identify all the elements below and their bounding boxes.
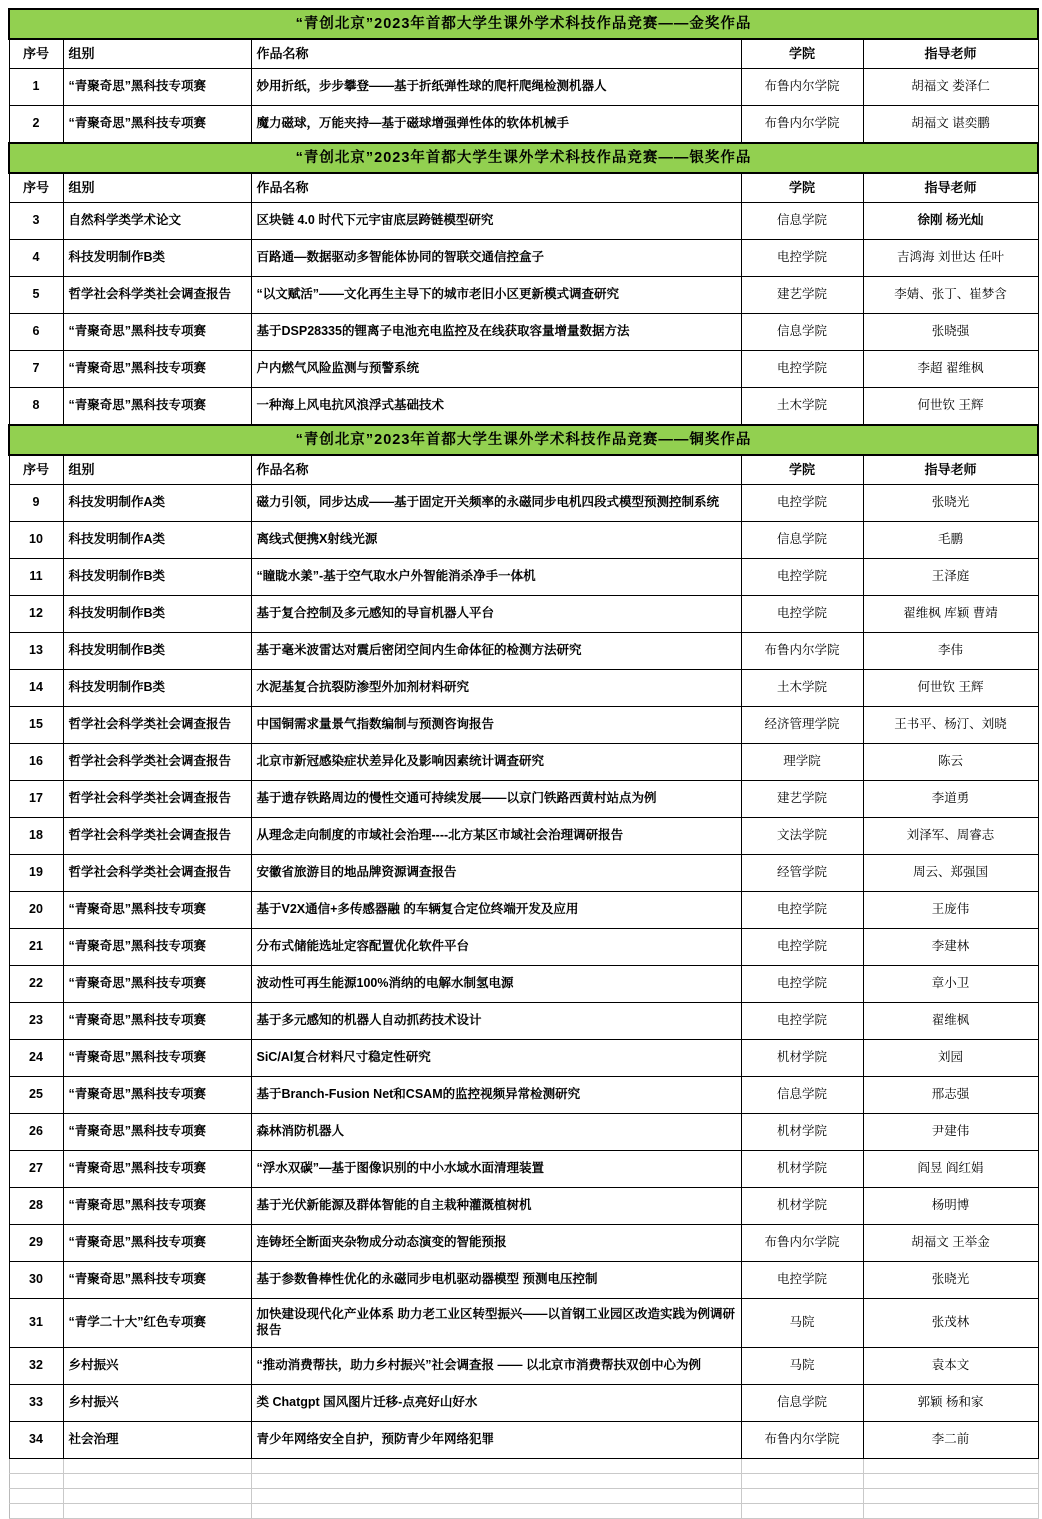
cell-no[interactable]: 28 [9, 1188, 63, 1225]
cell-group[interactable]: 哲学社会科学类社会调查报告 [63, 855, 251, 892]
empty-row [9, 1474, 1038, 1489]
cell-college[interactable]: 信息学院 [741, 1077, 863, 1114]
cell-work[interactable]: 一种海上风电抗风浪浮式基础技术 [251, 388, 741, 426]
cell-college[interactable]: 机材学院 [741, 1040, 863, 1077]
cell-teachers[interactable]: 徐刚 杨光灿 [863, 203, 1038, 240]
table-row [9, 240, 1038, 277]
empty-cell[interactable] [63, 1474, 251, 1489]
cell-work[interactable]: 基于DSP28335的锂离子电池充电监控及在线获取容量增量数据方法 [251, 314, 741, 351]
cell-group[interactable]: “青学二十大”红色专项赛 [63, 1299, 251, 1348]
cell-no[interactable]: 27 [9, 1151, 63, 1188]
cell-work[interactable]: 水泥基复合抗裂防渗型外加剂材料研究 [251, 670, 741, 707]
table-row [9, 314, 1038, 351]
column-header-college[interactable]: 学院 [741, 173, 863, 203]
column-header-teachers[interactable]: 指导老师 [863, 173, 1038, 203]
cell-work[interactable]: 基于Branch-Fusion Net和CSAM的监控视频异常检测研究 [251, 1077, 741, 1114]
header-row-silver [9, 173, 1038, 203]
cell-no[interactable]: 30 [9, 1262, 63, 1299]
cell-no[interactable]: 15 [9, 707, 63, 744]
cell-college[interactable]: 布鲁内尔学院 [741, 69, 863, 106]
table-row [9, 277, 1038, 314]
cell-work[interactable]: 波动性可再生能源100%消纳的电解水制氢电源 [251, 966, 741, 1003]
cell-group[interactable]: “青聚奇思”黑科技专项赛 [63, 106, 251, 144]
empty-row [9, 1459, 1038, 1474]
cell-group[interactable]: “青聚奇思”黑科技专项赛 [63, 351, 251, 388]
cell-teachers[interactable]: 张茂林 [863, 1299, 1038, 1348]
cell-no[interactable]: 24 [9, 1040, 63, 1077]
cell-work[interactable]: 从理念走向制度的市域社会治理----北方某区市域社会治理调研报告 [251, 818, 741, 855]
cell-no[interactable]: 12 [9, 596, 63, 633]
cell-work[interactable]: 妙用折纸，步步攀登——基于折纸弹性球的爬杆爬绳检测机器人 [251, 69, 741, 106]
cell-college[interactable]: 电控学院 [741, 892, 863, 929]
cell-group[interactable]: 科技发明制作B类 [63, 596, 251, 633]
cell-no[interactable]: 25 [9, 1077, 63, 1114]
cell-work[interactable]: “瞳眬水羕”-基于空气取水户外智能消杀净手一体机 [251, 559, 741, 596]
column-header-teachers[interactable]: 指导老师 [863, 455, 1038, 485]
column-header-group[interactable]: 组别 [63, 39, 251, 69]
table-row [9, 522, 1038, 559]
cell-college[interactable]: 电控学院 [741, 240, 863, 277]
cell-no[interactable]: 1 [9, 69, 63, 106]
table-row [9, 818, 1038, 855]
cell-teachers[interactable]: 翟维枫 [863, 1003, 1038, 1040]
table-row [9, 388, 1038, 426]
empty-cell[interactable] [251, 1474, 741, 1489]
empty-cell[interactable] [9, 1504, 63, 1519]
cell-group[interactable]: 科技发明制作A类 [63, 522, 251, 559]
table-row [9, 1299, 1038, 1348]
empty-cell[interactable] [863, 1504, 1038, 1519]
column-header-college[interactable]: 学院 [741, 39, 863, 69]
cell-work[interactable]: 基于参数鲁棒性优化的永磁同步电机驱动器模型 预测电压控制 [251, 1262, 741, 1299]
section-title-gold[interactable]: “青创北京”2023年首都大学生课外学术科技作品竞赛——金奖作品 [9, 9, 1038, 39]
cell-college[interactable]: 电控学院 [741, 351, 863, 388]
cell-college[interactable]: 马院 [741, 1348, 863, 1385]
cell-work[interactable]: 森林消防机器人 [251, 1114, 741, 1151]
cell-no[interactable]: 6 [9, 314, 63, 351]
cell-college[interactable]: 机材学院 [741, 1188, 863, 1225]
cell-group[interactable]: 哲学社会科学类社会调查报告 [63, 707, 251, 744]
cell-work[interactable]: 基于遗存铁路周边的慢性交通可持续发展——以京门铁路西黄村站点为例 [251, 781, 741, 818]
table-row [9, 106, 1038, 144]
cell-teachers[interactable]: 张晓强 [863, 314, 1038, 351]
cell-no[interactable]: 16 [9, 744, 63, 781]
cell-college[interactable]: 信息学院 [741, 1385, 863, 1422]
cell-teachers[interactable]: 何世钦 王辉 [863, 670, 1038, 707]
cell-work[interactable]: “推动消费帮扶，助力乡村振兴”社会调查报 —— 以北京市消费帮扶双创中心为例 [251, 1348, 741, 1385]
cell-college[interactable]: 电控学院 [741, 1262, 863, 1299]
cell-no[interactable]: 7 [9, 351, 63, 388]
cell-group[interactable]: “青聚奇思”黑科技专项赛 [63, 1077, 251, 1114]
cell-no[interactable]: 4 [9, 240, 63, 277]
cell-no[interactable]: 14 [9, 670, 63, 707]
cell-work[interactable]: SiC/Al复合材料尺寸稳定性研究 [251, 1040, 741, 1077]
header-row-bronze [9, 455, 1038, 485]
table-row [9, 1262, 1038, 1299]
cell-group[interactable]: “青聚奇思”黑科技专项赛 [63, 966, 251, 1003]
cell-teachers[interactable]: 阎昱 阎红娟 [863, 1151, 1038, 1188]
cell-no[interactable]: 20 [9, 892, 63, 929]
cell-group[interactable]: “青聚奇思”黑科技专项赛 [63, 1262, 251, 1299]
cell-college[interactable]: 理学院 [741, 744, 863, 781]
cell-college[interactable]: 信息学院 [741, 203, 863, 240]
cell-group[interactable]: 科技发明制作B类 [63, 240, 251, 277]
table-row [9, 1348, 1038, 1385]
cell-work[interactable]: “以文赋活”——文化再生主导下的城市老旧小区更新模式调查研究 [251, 277, 741, 314]
cell-teachers[interactable]: 李超 翟维枫 [863, 351, 1038, 388]
cell-group[interactable]: “青聚奇思”黑科技专项赛 [63, 892, 251, 929]
cell-group[interactable]: 科技发明制作A类 [63, 485, 251, 522]
cell-no[interactable]: 17 [9, 781, 63, 818]
cell-work[interactable]: 户内燃气风险监测与预警系统 [251, 351, 741, 388]
cell-work[interactable]: 基于光伏新能源及群体智能的自主栽种灌溉植树机 [251, 1188, 741, 1225]
cell-college[interactable]: 电控学院 [741, 485, 863, 522]
cell-college[interactable]: 电控学院 [741, 559, 863, 596]
table-row [9, 559, 1038, 596]
empty-cell[interactable] [741, 1459, 863, 1474]
empty-cell[interactable] [863, 1474, 1038, 1489]
table-row [9, 1040, 1038, 1077]
column-header-no[interactable]: 序号 [9, 39, 63, 69]
cell-college[interactable]: 建艺学院 [741, 781, 863, 818]
cell-work[interactable]: 基于V2X通信+多传感器融 的车辆复合定位终端开发及应用 [251, 892, 741, 929]
cell-no[interactable]: 18 [9, 818, 63, 855]
cell-no[interactable]: 9 [9, 485, 63, 522]
table-row [9, 596, 1038, 633]
table-row [9, 351, 1038, 388]
cell-work[interactable]: 基于多元感知的机器人自动抓药技术设计 [251, 1003, 741, 1040]
cell-teachers[interactable]: 张晓光 [863, 485, 1038, 522]
cell-work[interactable]: 青少年网络安全自护，预防青少年网络犯罪 [251, 1422, 741, 1459]
cell-no[interactable]: 19 [9, 855, 63, 892]
cell-teachers[interactable]: 章小卫 [863, 966, 1038, 1003]
empty-cell[interactable] [863, 1459, 1038, 1474]
cell-teachers[interactable]: 袁本文 [863, 1348, 1038, 1385]
cell-work[interactable]: 安徽省旅游目的地品牌资源调查报告 [251, 855, 741, 892]
cell-no[interactable]: 13 [9, 633, 63, 670]
cell-college[interactable]: 土木学院 [741, 388, 863, 426]
cell-teachers[interactable]: 李婧、张丁、崔梦含 [863, 277, 1038, 314]
empty-cell[interactable] [741, 1474, 863, 1489]
column-header-work[interactable]: 作品名称 [251, 455, 741, 485]
cell-teachers[interactable]: 翟维枫 库颖 曹靖 [863, 596, 1038, 633]
cell-work[interactable]: 魔力磁球，万能夹持—基于磁球增强弹性体的软体机械手 [251, 106, 741, 144]
cell-no[interactable]: 22 [9, 966, 63, 1003]
cell-teachers[interactable]: 李道勇 [863, 781, 1038, 818]
cell-no[interactable]: 10 [9, 522, 63, 559]
table-row [9, 1385, 1038, 1422]
cell-work[interactable]: 区块链 4.0 时代下元宇宙底层跨链模型研究 [251, 203, 741, 240]
cell-teachers[interactable]: 邢志强 [863, 1077, 1038, 1114]
cell-teachers[interactable]: 胡福文 王举金 [863, 1225, 1038, 1262]
cell-teachers[interactable]: 胡福文 娄泽仁 [863, 69, 1038, 106]
section-band-bronze [9, 425, 1038, 455]
table-row [9, 929, 1038, 966]
cell-teachers[interactable]: 李伟 [863, 633, 1038, 670]
empty-cell[interactable] [9, 1489, 63, 1504]
empty-cell[interactable] [863, 1489, 1038, 1504]
table-row [9, 1003, 1038, 1040]
cell-group[interactable]: 乡村振兴 [63, 1348, 251, 1385]
table-row [9, 203, 1038, 240]
table-row [9, 485, 1038, 522]
cell-teachers[interactable]: 吉鸿海 刘世达 任叶 [863, 240, 1038, 277]
empty-row [9, 1489, 1038, 1504]
cell-work[interactable]: 类 Chatgpt 国风图片迁移-点亮好山好水 [251, 1385, 741, 1422]
cell-group[interactable]: 社会治理 [63, 1422, 251, 1459]
column-header-work[interactable]: 作品名称 [251, 39, 741, 69]
cell-work[interactable]: 加快建设现代化产业体系 助力老工业区转型振兴——以首钢工业园区改造实践为例调研报告 [251, 1299, 741, 1348]
table-row [9, 633, 1038, 670]
cell-work[interactable]: 北京市新冠感染症状差异化及影响因素统计调查研究 [251, 744, 741, 781]
cell-teachers[interactable]: 胡福文 谌奕鹏 [863, 106, 1038, 144]
cell-group[interactable]: 科技发明制作B类 [63, 559, 251, 596]
cell-group[interactable]: 科技发明制作B类 [63, 670, 251, 707]
cell-college[interactable]: 机材学院 [741, 1151, 863, 1188]
cell-work[interactable]: 基于毫米波雷达对震后密闭空间内生命体征的检测方法研究 [251, 633, 741, 670]
cell-no[interactable]: 26 [9, 1114, 63, 1151]
cell-college[interactable]: 布鲁内尔学院 [741, 1225, 863, 1262]
table-row [9, 1151, 1038, 1188]
table-row [9, 1077, 1038, 1114]
cell-group[interactable]: “青聚奇思”黑科技专项赛 [63, 1040, 251, 1077]
cell-no[interactable]: 3 [9, 203, 63, 240]
cell-no[interactable]: 2 [9, 106, 63, 144]
table-row [9, 69, 1038, 106]
cell-college[interactable]: 信息学院 [741, 522, 863, 559]
section-title-bronze[interactable]: “青创北京”2023年首都大学生课外学术科技作品竞赛——铜奖作品 [9, 425, 1038, 455]
cell-college[interactable]: 电控学院 [741, 966, 863, 1003]
cell-no[interactable]: 32 [9, 1348, 63, 1385]
column-header-college[interactable]: 学院 [741, 455, 863, 485]
empty-cell[interactable] [63, 1504, 251, 1519]
empty-cell[interactable] [251, 1489, 741, 1504]
cell-no[interactable]: 8 [9, 388, 63, 426]
cell-teachers[interactable]: 毛鹏 [863, 522, 1038, 559]
empty-cell[interactable] [741, 1504, 863, 1519]
empty-row [9, 1504, 1038, 1519]
cell-college[interactable]: 马院 [741, 1299, 863, 1348]
cell-group[interactable]: 哲学社会科学类社会调查报告 [63, 781, 251, 818]
cell-college[interactable]: 布鲁内尔学院 [741, 106, 863, 144]
cell-no[interactable]: 31 [9, 1299, 63, 1348]
cell-teachers[interactable]: 张晓光 [863, 1262, 1038, 1299]
cell-college[interactable]: 建艺学院 [741, 277, 863, 314]
cell-teachers[interactable]: 李二前 [863, 1422, 1038, 1459]
cell-teachers[interactable]: 王庞伟 [863, 892, 1038, 929]
section-band-silver [9, 143, 1038, 173]
cell-college[interactable]: 布鲁内尔学院 [741, 633, 863, 670]
table-row [9, 781, 1038, 818]
empty-cell[interactable] [741, 1489, 863, 1504]
awards-table [8, 8, 1039, 1519]
table-row [9, 670, 1038, 707]
cell-teachers[interactable]: 何世钦 王辉 [863, 388, 1038, 426]
table-row [9, 1225, 1038, 1262]
cell-college[interactable]: 土木学院 [741, 670, 863, 707]
cell-college[interactable]: 经管学院 [741, 855, 863, 892]
cell-group[interactable]: “青聚奇思”黑科技专项赛 [63, 388, 251, 426]
cell-college[interactable]: 电控学院 [741, 596, 863, 633]
cell-no[interactable]: 5 [9, 277, 63, 314]
cell-work[interactable]: “浮水双碳”—基于图像识别的中小水域水面清理装置 [251, 1151, 741, 1188]
cell-group[interactable]: “青聚奇思”黑科技专项赛 [63, 314, 251, 351]
cell-work[interactable]: 连铸坯全断面夹杂物成分动态演变的智能预报 [251, 1225, 741, 1262]
cell-group[interactable]: 自然科学类学术论文 [63, 203, 251, 240]
cell-no[interactable]: 21 [9, 929, 63, 966]
cell-teachers[interactable]: 刘园 [863, 1040, 1038, 1077]
spreadsheet [8, 8, 1037, 1519]
table-row [9, 744, 1038, 781]
cell-no[interactable]: 34 [9, 1422, 63, 1459]
cell-work[interactable]: 百路通—数据驱动多智能体协同的智联交通信控盒子 [251, 240, 741, 277]
cell-teachers[interactable]: 杨明博 [863, 1188, 1038, 1225]
table-row [9, 1114, 1038, 1151]
table-row [9, 707, 1038, 744]
cell-group[interactable]: “青聚奇思”黑科技专项赛 [63, 1225, 251, 1262]
cell-college[interactable]: 经济管理学院 [741, 707, 863, 744]
cell-college[interactable]: 机材学院 [741, 1114, 863, 1151]
cell-no[interactable]: 29 [9, 1225, 63, 1262]
header-row-gold [9, 39, 1038, 69]
cell-college[interactable]: 布鲁内尔学院 [741, 1422, 863, 1459]
table-row [9, 855, 1038, 892]
cell-teachers[interactable]: 尹建伟 [863, 1114, 1038, 1151]
cell-college[interactable]: 电控学院 [741, 1003, 863, 1040]
cell-no[interactable]: 11 [9, 559, 63, 596]
cell-group[interactable]: 科技发明制作B类 [63, 633, 251, 670]
cell-no[interactable]: 33 [9, 1385, 63, 1422]
cell-group[interactable]: “青聚奇思”黑科技专项赛 [63, 1188, 251, 1225]
empty-cell[interactable] [9, 1459, 63, 1474]
cell-group[interactable]: “青聚奇思”黑科技专项赛 [63, 929, 251, 966]
table-row [9, 1422, 1038, 1459]
section-title-silver[interactable]: “青创北京”2023年首都大学生课外学术科技作品竞赛——银奖作品 [9, 143, 1038, 173]
cell-teachers[interactable]: 周云、郑强国 [863, 855, 1038, 892]
cell-work[interactable]: 分布式储能选址定容配置优化软件平台 [251, 929, 741, 966]
empty-cell[interactable] [251, 1459, 741, 1474]
cell-teachers[interactable]: 郭颖 杨和家 [863, 1385, 1038, 1422]
cell-college[interactable]: 文法学院 [741, 818, 863, 855]
cell-group[interactable]: “青聚奇思”黑科技专项赛 [63, 1151, 251, 1188]
table-row [9, 892, 1038, 929]
cell-group[interactable]: 乡村振兴 [63, 1385, 251, 1422]
cell-teachers[interactable]: 李建林 [863, 929, 1038, 966]
column-header-no[interactable]: 序号 [9, 455, 63, 485]
cell-work[interactable]: 基于复合控制及多元感知的导盲机器人平台 [251, 596, 741, 633]
column-header-group[interactable]: 组别 [63, 455, 251, 485]
cell-no[interactable]: 23 [9, 1003, 63, 1040]
cell-work[interactable]: 磁力引领，同步达成——基于固定开关频率的永磁同步电机四段式模型预测控制系统 [251, 485, 741, 522]
table-row [9, 966, 1038, 1003]
column-header-no[interactable]: 序号 [9, 173, 63, 203]
cell-teachers[interactable]: 刘泽军、周睿志 [863, 818, 1038, 855]
empty-cell[interactable] [9, 1474, 63, 1489]
cell-college[interactable]: 电控学院 [741, 929, 863, 966]
cell-college[interactable]: 信息学院 [741, 314, 863, 351]
cell-teachers[interactable]: 陈云 [863, 744, 1038, 781]
column-header-work[interactable]: 作品名称 [251, 173, 741, 203]
section-band-gold [9, 9, 1038, 39]
cell-work[interactable]: 离线式便携X射线光源 [251, 522, 741, 559]
table-row [9, 1188, 1038, 1225]
cell-group[interactable]: “青聚奇思”黑科技专项赛 [63, 1114, 251, 1151]
cell-work[interactable]: 中国铜需求量景气指数编制与预测咨询报告 [251, 707, 741, 744]
empty-cell[interactable] [63, 1459, 251, 1474]
cell-teachers[interactable]: 王书平、杨汀、刘晓 [863, 707, 1038, 744]
cell-teachers[interactable]: 王泽庭 [863, 559, 1038, 596]
empty-cell[interactable] [251, 1504, 741, 1519]
cell-group[interactable]: “青聚奇思”黑科技专项赛 [63, 1003, 251, 1040]
cell-group[interactable]: 哲学社会科学类社会调查报告 [63, 818, 251, 855]
column-header-teachers[interactable]: 指导老师 [863, 39, 1038, 69]
empty-cell[interactable] [63, 1489, 251, 1504]
cell-group[interactable]: 哲学社会科学类社会调查报告 [63, 744, 251, 781]
cell-group[interactable]: 哲学社会科学类社会调查报告 [63, 277, 251, 314]
cell-group[interactable]: “青聚奇思”黑科技专项赛 [63, 69, 251, 106]
column-header-group[interactable]: 组别 [63, 173, 251, 203]
